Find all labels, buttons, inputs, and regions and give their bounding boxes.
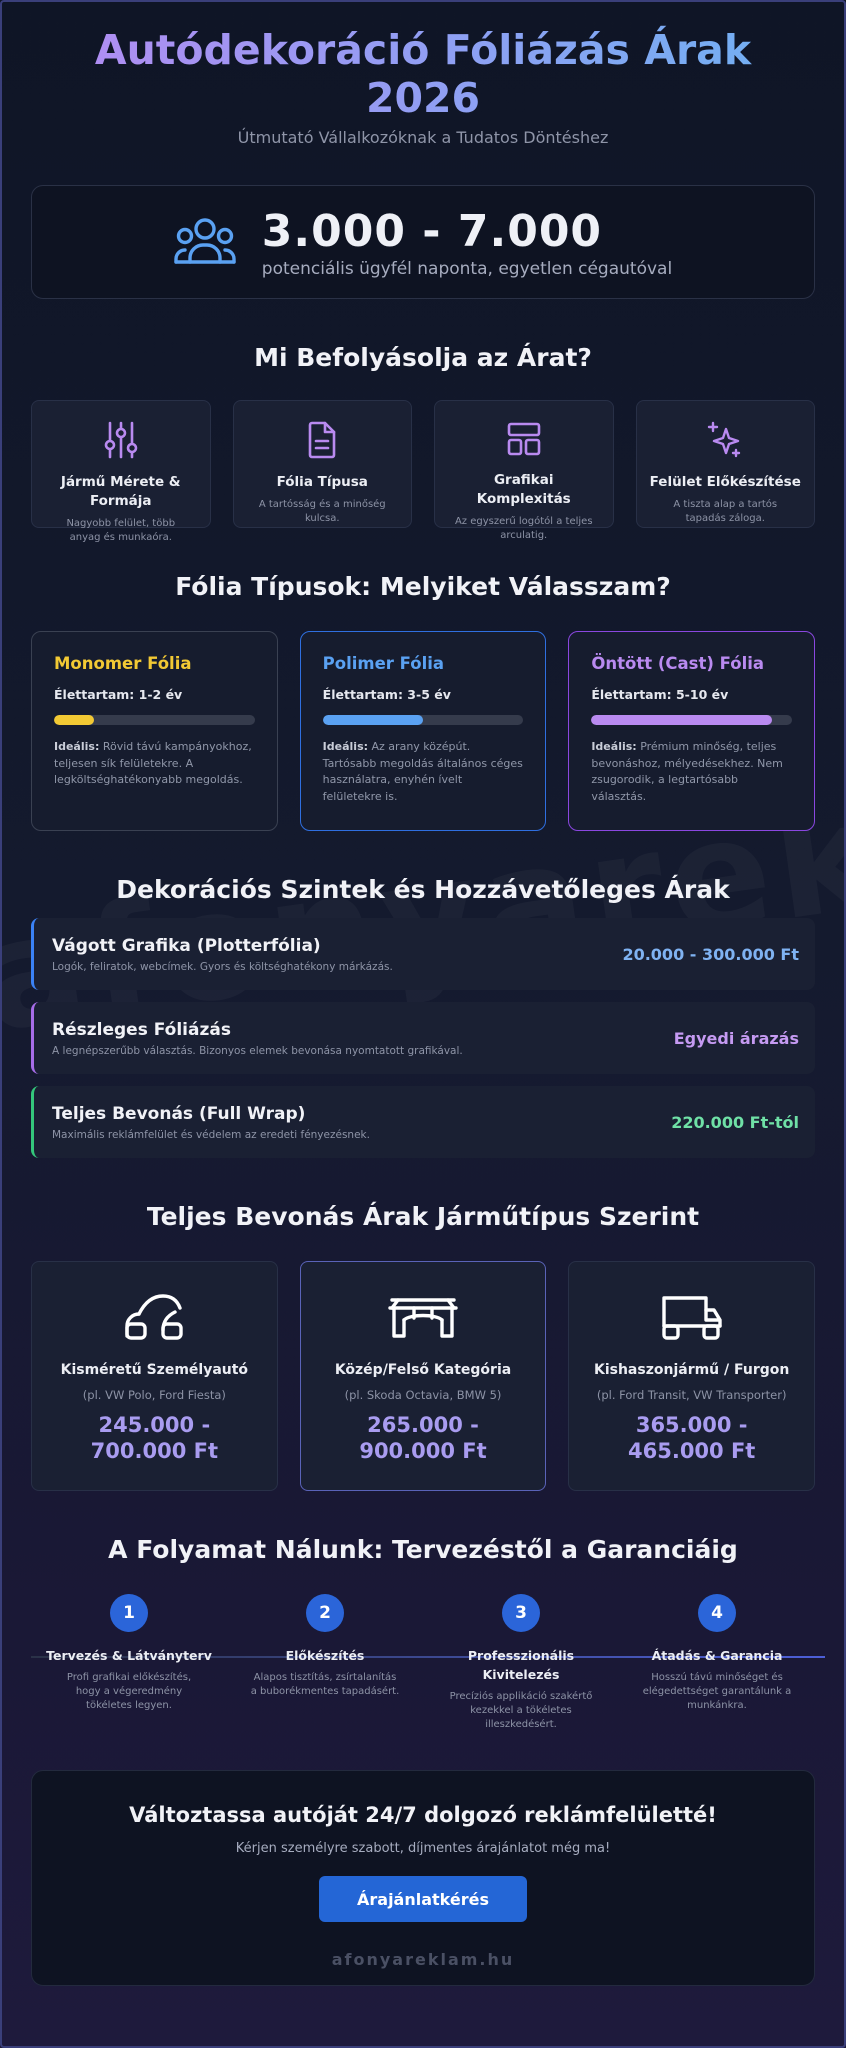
step-desc: Profi grafikai előkészítés, hogy a végeredmény tökéletes legyen. — [66, 1672, 192, 1711]
foils-grid — [31, 631, 815, 831]
levels-heading: Dekorációs Szintek és Hozzávetőleges Árak — [116, 875, 730, 904]
foils-heading: Fólia Típusok: Melyiket Válasszam? — [175, 572, 671, 601]
document-icon — [307, 421, 337, 459]
process-heading: A Folyamat Nálunk: Tervezéstől a Garanciáig — [108, 1535, 738, 1564]
level-price: 20.000 - 300.000 Ft — [622, 944, 799, 964]
process-step — [227, 1594, 423, 1732]
step-number: 3 — [502, 1594, 540, 1632]
page-subtitle: Útmutató Vállalkozóknak a Tudatos Döntéshez — [237, 128, 609, 147]
vehicle-price: 245.000 - 700.000 Ft — [90, 1413, 218, 1463]
vehicles-grid — [31, 1261, 815, 1491]
layout-icon — [506, 421, 542, 457]
vehicle-title: Kishaszonjármű / Furgon — [593, 1362, 790, 1378]
level-price: Egyedi árazás — [673, 1028, 799, 1048]
step-number: 4 — [698, 1594, 736, 1632]
process-timeline — [31, 1594, 815, 1744]
cta-panel — [31, 1770, 815, 1986]
level-desc: A legnépszerűbb választás. Bizonyos elemek bevonása nyomtatott grafikával. — [52, 1044, 463, 1057]
website-url: afonyareklam.hu — [331, 1950, 515, 1969]
factors-heading: Mi Befolyásolja az Árat? — [254, 343, 592, 372]
vehicle-price: 365.000 - 465.000 Ft — [628, 1413, 756, 1463]
level-title: Teljes Bevonás (Full Wrap) — [52, 1103, 306, 1124]
sliders-icon — [104, 421, 138, 459]
lifetime-bar-fill — [591, 715, 772, 725]
foil-desc: Ideális: Prémium minőség, teljes bevonáshoz, mélyedésekhez. Nem zsugorodik, a legtartósabb választás. — [591, 740, 783, 803]
vehicle-examples: (pl. Skoda Octavia, BMW 5) — [344, 1388, 502, 1402]
quote-request-button[interactable]: Árajánlatkérés — [319, 1876, 527, 1922]
foil-lifetime: Élettartam: 5-10 év — [591, 687, 729, 702]
factor-card — [233, 400, 413, 528]
lifetime-bar — [323, 715, 524, 725]
cta-title: Változtassa autóját 24/7 dolgozó reklámfelületté! — [129, 1803, 717, 1827]
vehicle-examples: (pl. Ford Transit, VW Transporter) — [596, 1388, 787, 1402]
lifetime-bar-fill — [54, 715, 94, 725]
process-step — [619, 1594, 815, 1732]
factor-desc: Az egyszerű logótól a teljes arculatig. — [454, 516, 593, 541]
factor-title: Jármű Mérete & Formája — [60, 474, 181, 509]
step-title: Tervezés & Látványterv — [46, 1648, 212, 1663]
vehicles-heading: Teljes Bevonás Árak Járműtípus Szerint — [146, 1202, 700, 1231]
factor-desc: A tartósság és a minőség kulcsa. — [258, 499, 386, 524]
lifetime-bar — [54, 715, 255, 725]
level-row — [31, 1002, 815, 1074]
vehicle-title: Közép/Felső Kategória — [334, 1362, 512, 1378]
vehicle-examples: (pl. VW Polo, Ford Fiesta) — [82, 1388, 226, 1402]
level-row — [31, 918, 815, 990]
factor-desc: A tiszta alap a tartós tapadás záloga. — [673, 499, 778, 524]
sparkles-icon — [706, 421, 744, 459]
level-price: 220.000 Ft-tól — [671, 1112, 799, 1132]
factor-title: Fólia Típusa — [276, 474, 368, 490]
lifetime-bar-fill — [323, 715, 423, 725]
step-title: Előkészítés — [285, 1648, 365, 1663]
foil-card-monomer — [31, 631, 278, 831]
process-step — [423, 1594, 619, 1732]
vehicle-card — [31, 1261, 278, 1491]
step-desc: Hosszú távú minőséget és elégedettséget garantálunk a munkánkra. — [642, 1672, 792, 1711]
vehicle-card — [300, 1261, 547, 1491]
stat-banner — [31, 185, 815, 299]
process-step — [31, 1594, 227, 1732]
step-title: Professzionális Kivitelezés — [467, 1648, 575, 1682]
stat-text: potenciális ügyfél naponta, egyetlen cégautóval — [261, 258, 673, 279]
cta-text: Kérjen személyre szabott, díjmentes árajánlatot még ma! — [235, 1841, 611, 1856]
level-row — [31, 1086, 815, 1158]
level-title: Vágott Grafika (Plotterfólia) — [52, 935, 321, 956]
foil-title: Polimer Fólia — [322, 654, 445, 673]
factor-card — [31, 400, 211, 543]
factor-card — [636, 400, 816, 528]
step-desc: Precíziós applikáció szakértő kezekkel a tökéletes illeszkedésért. — [449, 1691, 593, 1730]
foil-lifetime: Élettartam: 3-5 év — [322, 687, 451, 702]
factors-grid — [31, 400, 815, 543]
level-desc: Logók, feliratok, webcímek. Gyors és költséghatékony márkázás. — [52, 960, 393, 973]
foil-title: Monomer Fólia — [54, 654, 192, 673]
step-desc: Alapos tisztítás, zsírtalanítás a buborékmentes tapadásért. — [250, 1672, 400, 1697]
mid-car-icon — [388, 1292, 458, 1342]
vehicle-price: 265.000 - 900.000 Ft — [359, 1413, 487, 1463]
page-title: Autódekoráció Fóliázás Árak 2026 — [31, 0, 815, 122]
level-title: Részleges Fóliázás — [52, 1019, 231, 1040]
step-title: Átadás & Garancia — [651, 1648, 783, 1663]
foil-title: Öntött (Cast) Fólia — [591, 654, 765, 673]
step-number: 1 — [110, 1594, 148, 1632]
small-car-icon — [123, 1292, 185, 1342]
factor-card — [434, 400, 614, 541]
factor-title: Felület Előkészítése — [649, 474, 801, 490]
factor-desc: Nagyobb felület, több anyag és munkaóra. — [66, 518, 176, 543]
vehicle-card — [568, 1261, 815, 1491]
van-icon — [660, 1292, 724, 1342]
foil-card-polimer — [300, 631, 547, 831]
vehicle-title: Kisméretű Személyautó — [60, 1362, 249, 1378]
users-icon — [174, 216, 236, 268]
step-number: 2 — [306, 1594, 344, 1632]
lifetime-bar — [591, 715, 792, 725]
foil-card-cast — [568, 631, 815, 831]
factor-title: Grafikai Komplexitás — [476, 472, 571, 507]
foil-desc: Ideális: Rövid távú kampányokhoz, teljesen sík felületekre. A legköltséghatékonyabb megoldás. — [54, 740, 252, 786]
stat-number: 3.000 - 7.000 — [261, 205, 603, 257]
foil-lifetime: Élettartam: 1-2 év — [54, 687, 183, 702]
level-desc: Maximális reklámfelület és védelem az eredeti fényezésnek. — [52, 1128, 370, 1141]
foil-desc: Ideális: Az arany középút. Tartósabb megoldás általános céges használatra, enyhén ívelt felületekre is. — [322, 740, 523, 803]
